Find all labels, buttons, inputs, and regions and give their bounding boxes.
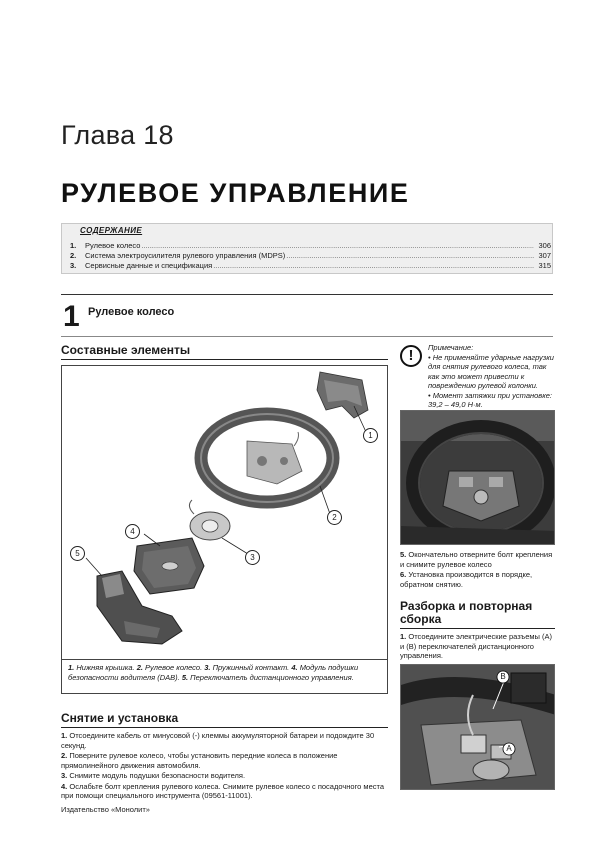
components-heading: Составные элементы [61,343,191,357]
note-label: Примечание: [428,343,474,352]
section-number: 1 [63,300,80,333]
steering-wheel-photo [400,410,555,545]
disassembly-steps [400,632,555,662]
toc-leader [213,261,534,271]
step-text: Снимите модуль подушки безопасности водителя. [69,771,246,780]
step [61,771,388,781]
step-num: 4. [61,781,68,791]
steering-wheel-photo-image [401,411,555,545]
toc-item-page: 306 [538,241,551,250]
section-underline [61,336,553,337]
caption-text: Рулевое колесо. [145,663,203,672]
chapter-label: Глава 18 [61,120,174,150]
toc-label: СОДЕРЖАНИЕ [80,226,143,235]
toc-item-text: Сервисные данные и спецификация [85,261,213,270]
caption-text: Пружинный контакт. [212,663,290,672]
toc-item[interactable] [70,261,551,271]
publisher-footer: Издательство «Монолит» [61,805,150,814]
removal-steps [61,731,388,802]
step-text: Окончательно отверните болт крепления и снимите рулевое колесо [400,550,553,569]
lower-cover-part [317,372,368,418]
toc-item-page: 315 [538,261,551,270]
step-num: 6. [400,570,407,579]
photo-label-a: A [506,744,512,753]
step [61,731,388,750]
toc-item-num: 2. [70,251,77,260]
toc-item[interactable] [70,251,551,261]
toc-leader [141,241,534,251]
disassembly-heading: Разборка и повторная сборка [400,599,533,626]
caption-text: Нижняя крышка. [76,663,135,672]
callout-3: 3 [245,550,260,565]
caption-num: 5. [181,672,189,682]
warning-icon: ! [400,345,422,367]
step-num: 2. [61,751,68,760]
callout-5: 5 [70,546,85,561]
toc-list [70,241,551,271]
callout-1: 1 [363,428,378,443]
step-num: 5. [400,550,407,559]
callout-4: 4 [125,524,140,539]
step [400,632,555,661]
page-title: РУЛЕВОЕ УПРАВЛЕНИЕ [61,178,410,208]
note-bullet-1: • Не применяйте ударные нагрузки для снятия рулевого колеса, так как это может привести к повреждению рулевой колонки. [428,352,554,390]
caption-text: Модуль подушки безопасности водителя (DAB). [68,663,359,682]
callout-2: 2 [327,510,342,525]
disassembly-heading-rule [400,628,555,629]
toc-item[interactable] [70,241,551,251]
connectors-photo [400,664,555,790]
clock-spring-part [189,500,230,540]
step-num: 3. [61,771,68,780]
step-num: 1. [61,731,68,740]
toc-item-page: 307 [538,251,551,260]
step [61,782,388,801]
removal-heading: Снятие и установка [61,711,179,725]
note-torque: 39,2 – 49,0 Н·м. [428,400,483,409]
step [400,570,555,589]
toc-item-num: 3. [70,261,77,270]
caption-num: 4. [291,663,298,672]
caption-num: 2. [136,663,143,672]
caption-text: Переключатель дистанционного управления. [190,672,354,682]
toc-leader [286,251,534,261]
step-text: Установка производится в порядке, обратном снятию. [400,570,533,589]
airbag-module-part [134,538,204,594]
note-block [428,343,555,410]
step-text: Отсоедините электрические разъемы (A) и (B) переключателей дистанционного управления. [400,632,553,660]
note-bullet-2: • Момент затяжки при установке: [428,390,552,400]
toc-item-text: Рулевое колесо [85,241,141,250]
steering-wheel-part [201,414,333,502]
toc-item-num: 1. [70,241,77,250]
removal-steps-continued [400,550,555,590]
photo-label-b: B [500,672,506,681]
step-text: Отсоедините кабель от минусовой (-) клеммы аккумуляторной батареи и подождите 30 секунд. [61,731,375,750]
step-text: Поверните рулевое колесо, чтобы установить передние колеса в положение прямолинейного движения автомобиля. [61,751,338,770]
step [400,550,555,569]
step-text: Ослабьте болт крепления рулевого колеса. Снимите рулевое колесо с посадочного места при помощи специального инструмента (09561-11001). [61,781,385,800]
figure-caption [61,660,388,694]
caption-num: 3. [204,663,211,672]
caption-num: 1. [68,663,75,672]
section-title: Рулевое колесо [88,306,175,318]
components-heading-rule [61,359,388,360]
section-divider [61,294,553,295]
connectors-photo-image [401,665,555,790]
toc-item-text: Система электроусилителя рулевого управления (MDPS) [85,251,286,260]
components-figure [61,365,388,660]
step-num: 1. [400,632,407,641]
step [61,751,388,770]
removal-heading-rule [61,727,388,728]
